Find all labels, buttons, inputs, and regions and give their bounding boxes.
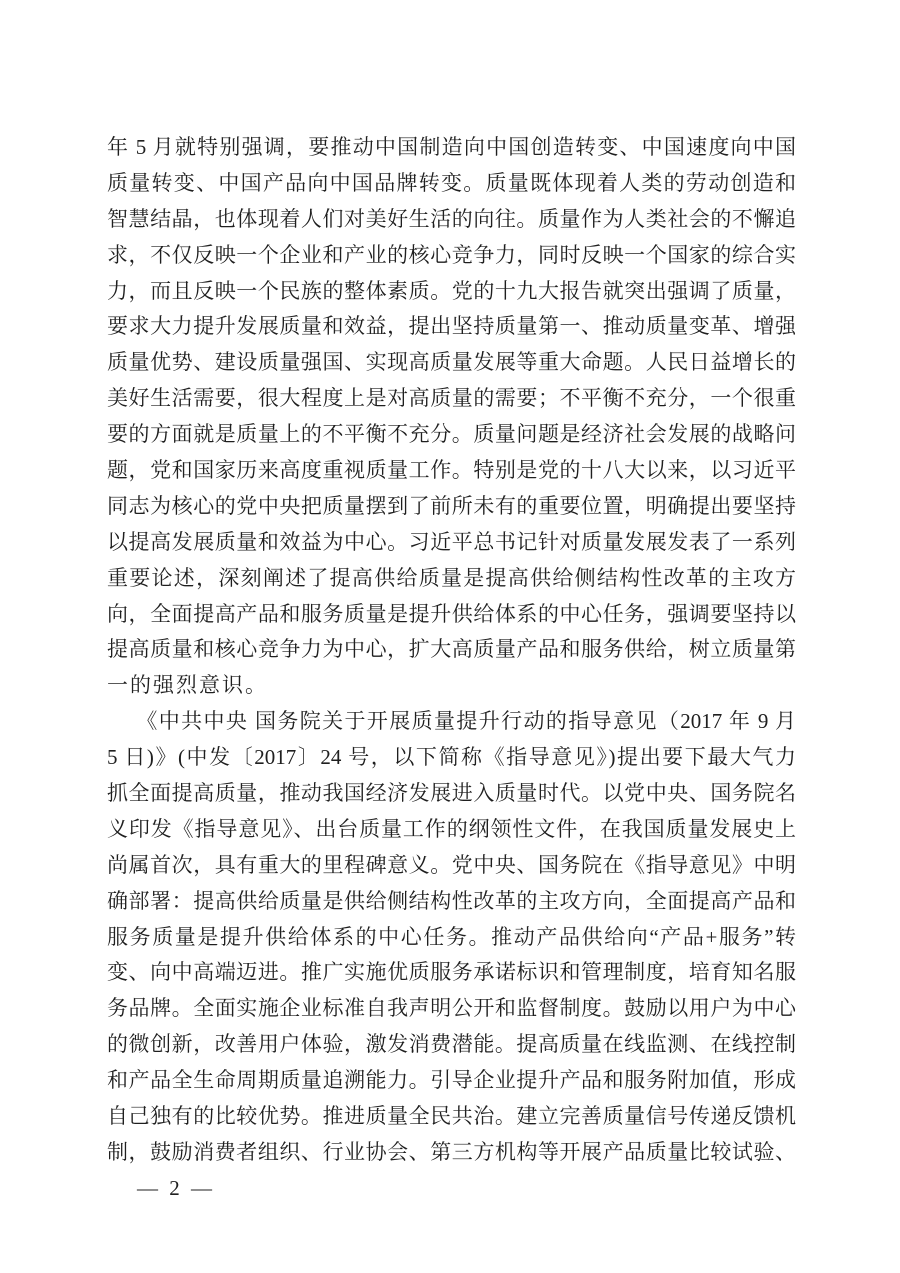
text-line: 向，全面提高产品和服务质量是提升供给体系的中心任务，强调要坚持以 [107, 601, 796, 626]
text-line: 5 日)》(中发〔2017〕24 号，以下简称《指导意见》)提出要下最大气力 [107, 745, 796, 770]
text-line: 重要论述，深刻阐述了提高供给质量是提高供给侧结构性改革的主攻方 [107, 565, 796, 590]
text-line: 务品牌。全面实施企业标准自我声明公开和监督制度。鼓励以用户为中心 [107, 996, 796, 1021]
text-line: 求，不仅反映一个企业和产业的核心竞争力，同时反映一个国家的综合实 [107, 242, 796, 267]
text-line: 变、向中高端迈进。推广实施优质服务承诺标识和管理制度，培育知名服 [107, 960, 796, 985]
text-line: 同志为核心的党中央把质量摆到了前所未有的重要位置，明确提出要坚持 [107, 493, 796, 518]
text-line: 一的强烈意识。 [107, 673, 268, 698]
text-line: 义印发《指导意见》、出台质量工作的纲领性文件，在我国质量发展史上 [107, 816, 796, 841]
page-number: — 2 — [137, 1176, 215, 1200]
text-line: 和产品全生命周期质量追溯能力。引导企业提升产品和服务附加值，形成 [107, 1068, 796, 1093]
text-line: 以提高发展质量和效益为中心。习近平总书记针对质量发展发表了一系列 [107, 529, 796, 554]
text-line: 确部署：提高供给质量是供给侧结构性改革的主攻方向，全面提高产品和 [107, 888, 796, 913]
text-line: 力，而且反映一个民族的整体素质。党的十九大报告就突出强调了质量， [107, 278, 796, 303]
text-line: 智慧结晶，也体现着人们对美好生活的向往。质量作为人类社会的不懈追 [107, 206, 796, 231]
text-line: 抓全面提高质量，推动我国经济发展进入质量时代。以党中央、国务院名 [107, 781, 796, 806]
paragraph [107, 130, 796, 704]
paragraph [107, 704, 796, 1171]
text-line: 质量转变、中国产品向中国品牌转变。质量既体现着人类的劳动创造和 [107, 170, 796, 195]
text-line: 的微创新，改善用户体验，激发消费潜能。提高质量在线监测、在线控制 [107, 1032, 796, 1057]
text-line: 自己独有的比较优势。推进质量全民共治。建立完善质量信号传递反馈机 [107, 1104, 796, 1129]
text-line: 《中共中央 国务院关于开展质量提升行动的指导意见（2017 年 9 月 [136, 709, 796, 734]
text-line: 年 5 月就特别强调，要推动中国制造向中国创造转变、中国速度向中国 [107, 135, 796, 159]
text-line: 要求大力提升发展质量和效益，提出坚持质量第一、推动质量变革、增强 [107, 314, 796, 339]
text-line: 要的方面就是质量上的不平衡不充分。质量问题是经济社会发展的战略问 [107, 422, 796, 447]
text-line: 制，鼓励消费者组织、行业协会、第三方机构等开展产品质量比较试验、 [107, 1139, 796, 1164]
text-line: 题，党和国家历来高度重视质量工作。特别是党的十八大以来，以习近平 [107, 458, 796, 483]
text-line: 尚属首次，具有重大的里程碑意义。党中央、国务院在《指导意见》中明 [107, 852, 796, 877]
body-text [107, 130, 796, 1171]
text-line: 提高质量和核心竞争力为中心，扩大高质量产品和服务供给，树立质量第 [107, 637, 796, 662]
text-line: 美好生活需要，很大程度上是对高质量的需要；不平衡不充分，一个很重 [107, 386, 796, 411]
text-line: 服务质量是提升供给体系的中心任务。推动产品供给向“产品+服务”转 [107, 924, 796, 949]
text-line: 质量优势、建设质量强国、实现高质量发展等重大命题。人民日益增长的 [107, 350, 796, 375]
